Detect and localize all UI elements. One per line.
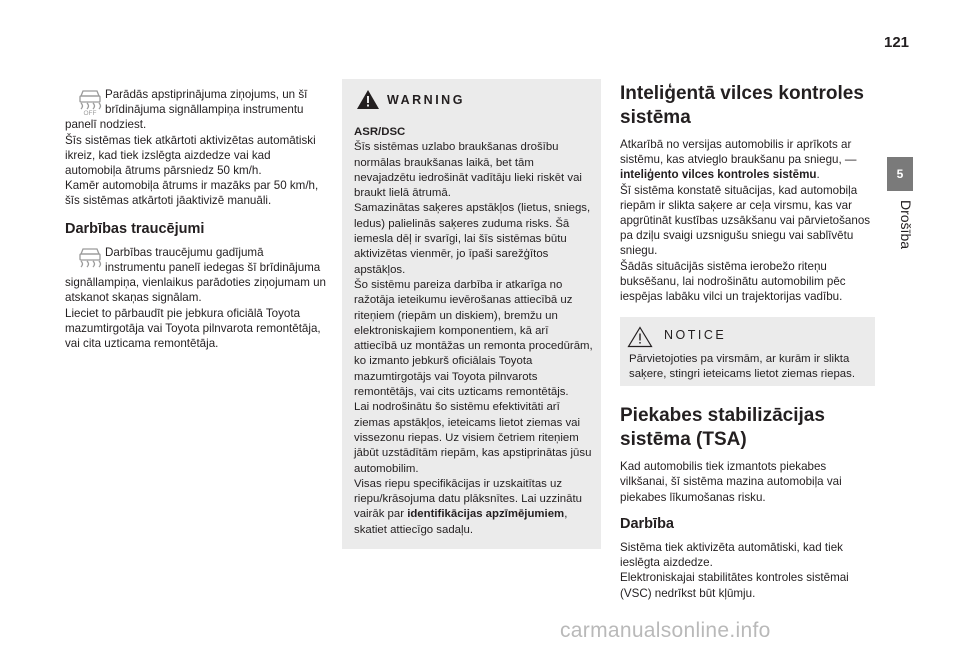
chapter-tab[interactable]: 5 [887,157,913,191]
paragraph: panelī nodziest. [65,118,147,132]
column-left [65,87,330,351]
section-heading: Darbība [620,515,674,532]
notice-triangle-icon [627,326,653,348]
off-label: OFF [83,110,97,115]
paragraph: Sistēma tiek aktivizēta automātiski, kad tiek ieslēgta aizdedze. [620,541,843,570]
fault-indicator-block [65,245,330,306]
paragraph: Darbības traucējumu gadījumā [105,245,264,259]
paragraph: Elektroniskajai stabilitātes kontroles sistēmai (VSC) nedrīkst būt kļūmju. [620,571,849,600]
text-span: , skatiet attiecīgo sadaļu. [354,508,568,536]
paragraph: Parādās apstiprinājuma ziņojums, un šī [105,88,308,101]
paragraph: instrumentu panelī iedegas šī brīdinājuma [105,261,321,275]
warning-triangle-icon [356,89,380,110]
text-span: Atkarībā no versijas automobilis ir aprīkots ar sistēmu, kas atvieglo braukšanu pa sniegu, — [620,138,857,167]
off-indicator-block [65,87,330,133]
paragraph: Kamēr automobiļa ātrums ir mazāks par 50 km/h, šīs sistēmas atkārtoti jāaktivizē manuāli. [65,179,319,208]
text-span: Visas riepu specifikācijas ir uzskaitītas uz riepu/krāsojuma datu plāksnītes. Lai uzzinātu vairāk par [354,477,582,521]
notice-body: Pārvietojoties pa virsmām, ar kurām ir slikta saķere, stingri ieteicams lietot ziemas riepas. [629,353,855,381]
warning-body [354,125,594,538]
esp-off-warning-icon [75,87,105,115]
paragraph: Samazinātas saķeres apstākļos (lietus, sniegs, ledus) palielinās saķeres zuduma risks. Šā iemesla dēļ ir svarīgi, lai šīs sistēmas būtu aktivizētas vienmēr, jo īpaši sarežģītos apstākļos. [354,202,591,276]
notice-box [620,317,875,386]
paragraph: Lieciet to pārbaudīt pie jebkura oficiālā Toyota mazumtirgotāja vai Toyota pilnvarota remontētāja, vai cita uzticama remontētāja. [65,306,321,351]
section-title: Inteliģentā vilces kontroles sistēma [620,83,864,128]
paragraph [354,477,594,538]
column-right [620,82,875,601]
warning-box [342,79,601,549]
section-title: Piekabes stabilizācijas sistēma (TSA) [620,405,825,451]
paragraph: Šīs sistēmas tiek atkārtoti aktivizētas automātiski ikreiz, kad tiek izslēgta aizdedze vai kad automobiļa ātrums pārsniedz 50 km/h. [65,133,316,178]
chapter-label: Drošība [898,200,914,250]
paragraph [620,137,875,183]
warning-title: WARNING [387,93,465,107]
paragraph: Šīs sistēmas uzlabo braukšanas drošību normālas braukšanas laikā, bet tām nevajadzētu iedrošināt vadītāju lieki riskēt vai braukt lielā ātrumā. [354,141,582,200]
esp-warning-icon [75,245,105,273]
paragraph: Lai nodrošinātu šo sistēmu efektivitāti arī ziemas apstākļos, ieteicams lietot ziemas vai vissezonu riepas. Uz visiem četriem riteņiem jābūt uzstādītām riepām, kas apstiprinātas jūsu automobilim. [354,401,592,475]
bold-term: inteliģento vilces kontroles sistēmu [620,168,817,182]
paragraph: Šī sistēma konstatē situācijas, kad automobiļa riepām ir slikta saķere ar ceļa virsmu, kas var apgrūtināt kustības uzsākšanu vai pārvietošanos pa dziļu svaigi uzsnigušu sniegu vai sablīvētu sniegu. [620,183,871,258]
paragraph: Kad automobilis tiek izmantots piekabes vilkšanai, šī sistēma mazina automobiļa vai piekabes līkumošanas risku. [620,460,842,504]
paragraph: Šādās situācijās sistēma ierobežo riteņu buksēšanu, lai nodrošinātu automobilim pēc iespējas labāku vilci un trajektorijas vadību. [620,259,846,304]
bold-term: identifikācijas apzīmējumiem [407,508,565,521]
page-number: 121 [884,34,910,51]
text-span: . [816,168,820,182]
watermark: carmanualsonline.info [560,619,771,642]
notice-title: NOTICE [664,328,727,343]
warning-subtitle: ASR/DSC [354,126,406,138]
paragraph: Šo sistēmu pareiza darbība ir atkarīga no ražotāja ieteikumu ievērošanas attiecībā uz riteņiem (riepām un diskiem), bremžu un elektroniskajiem komponentiem, kā arī attiecībā uz montāžas un remonta procedūrām, ko izmanto jebkurš oficiālais Toyota mazumtirgotājs vai Toyota pilnvarots remontētājs, vai cits uzticams remontētājs. [354,278,593,399]
section-heading: Darbības traucējumi [65,220,205,237]
warning-header [342,79,601,119]
paragraph: signāllampiņa, vienlaikus parādoties ziņojumam un atskanot skaņas signālam. [65,276,327,305]
paragraph: brīdinājuma signāllampiņa instrumentu [105,103,304,117]
